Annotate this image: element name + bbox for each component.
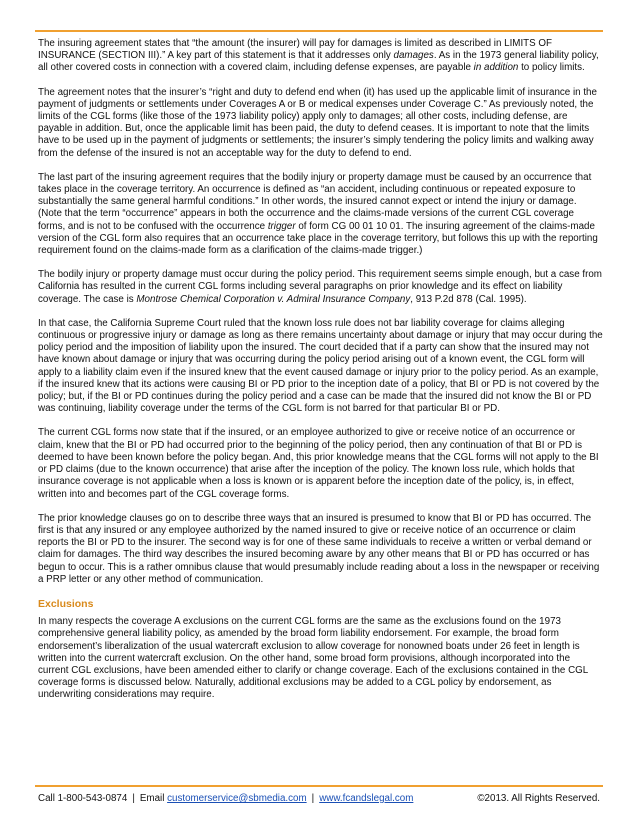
- section-heading-exclusions: Exclusions: [38, 597, 94, 610]
- paragraph-text: . As in the 1973 general liability policy, all other covered costs in connection with a covered claim, including defense expenses, are payable: [38, 50, 599, 74]
- paragraph-text: The insuring agreement states that “the amount (the insurer) will pay for damages is limited as described in LIMITS OF INSURANCE (SECTION III).” A key part of this statement is that it addresses only: [38, 38, 553, 62]
- paragraph-text: , 913 P.2d 878 (Cal. 1995).: [410, 293, 527, 305]
- footer-website-link[interactable]: www.fcandslegal.com: [319, 793, 414, 804]
- paragraph: [38, 513, 603, 586]
- paragraph: [38, 172, 603, 257]
- footer: [38, 793, 600, 804]
- footer-phone: Call 1-800-543-0874: [38, 793, 128, 804]
- paragraph: [38, 318, 603, 416]
- italic-text: trigger: [267, 220, 296, 232]
- paragraph: [38, 38, 603, 75]
- paragraph: [38, 269, 603, 306]
- footer-rule: [35, 785, 603, 787]
- paragraph: [38, 427, 603, 500]
- header-rule: [35, 30, 603, 32]
- footer-email-link[interactable]: customerservice@sbmedia.com: [167, 793, 307, 804]
- footer-separator: |: [132, 793, 135, 804]
- paragraph-text: The bodily injury or property damage must occur during the policy period. This requirement seems simple enough, but a case from California has resulted in the current CGL forms including several paragraphs on prior knowledge and its effect on liability coverage. The case is: [38, 269, 602, 305]
- italic-text: in addition: [473, 62, 519, 74]
- footer-separator: |: [311, 793, 315, 804]
- document-body: [38, 38, 603, 714]
- italic-text: damages: [393, 50, 434, 62]
- paragraph-text: The prior knowledge clauses go on to describe three ways that an insured is presumed to know that BI or PD has occurred. The first is that any insured or any employee authorized by the named insured to give or receive notice of an occurrence or claim reports the BI or PD to the insurer. The second way is for one of these same individuals to receive a written or verbal demand or claim for damages. The third way describes the insured becoming aware by any other means that BI or PD has occurred or has begun to occur. This is a rather omnibus clause that would presumably include reading about a loss in the newspaper or receiving a PRP letter or any other method of communication.: [38, 512, 600, 585]
- footer-contact: [38, 793, 413, 804]
- footer-email-label: Email: [139, 793, 168, 804]
- paragraph: [38, 87, 603, 160]
- paragraph: [38, 616, 603, 701]
- paragraph-text: The agreement notes that the insurer’s “right and duty to defend end when (it) has used up the applicable limit of insurance in the payment of judgments or settlements under Coverages A or B or medical expenses under Coverage C.” As previously noted, the limits of the CGL forms (like those of the 1973 liability policy) apply only to damages; all other costs, including defense, are payable in addition. But, once the applicable limit has been paid, the duty to defend ceases. It is important to note that the limits have to be used up in the payment of judgments or settlements; the insurer’s simply tendering the policy limits and walking away from the defense of the insured is not an acceptable way for the duty to defend to end.: [38, 86, 597, 159]
- paragraph-text: In that case, the California Supreme Court ruled that the known loss rule does not bar liability coverage for claims alleging continuous or progressive injury or damage as long as there remains uncertainty about damage or injury that may occur during the policy period and the imposition of liability upon the insured. The court decided that if a party can show that the insured may not have known about damage or injury that was occurring during the policy period arising out of a known event, the CGL form will apply to a liability claim even if the insured knew that the event caused damage or injury prior to the policy period. As an example, if the insured knew that its actions were causing BI or PD prior to the inception date of a policy, that BI or PD is not covered by the policy; but, if the BI or PD continues during the policy period and a case can be made that the insured did not know the BI or PD was continuing, liability coverage under the terms of the CGL form is not barred for that particular BI or PD.: [38, 317, 603, 415]
- italic-text: Montrose Chemical Corporation v. Admiral Insurance Company: [136, 293, 411, 305]
- paragraph-text: of form CG 00 01 10 01. The insuring agreement of the claims-made version of the CGL form also requires that an occurrence take place in the coverage territory, but follows this up with the reporting requirement found on the claims-made form as a clarification of the claims-made trigger.): [38, 220, 598, 257]
- paragraph-text: The last part of the insuring agreement requires that the bodily injury or property damage must be caused by an occurrence that takes place in the coverage territory. An occurrence is defined as “an accident, including continuous or repeated exposure to substantially the same general harmful conditions.” In other words, the insured cannot expect or intend the injury or damage. (Note that the term “occurrence” appears in both the occurrence and the claims-made versions of the current CGL coverage forms, and is not to be confused with the occurrence: [38, 171, 592, 232]
- paragraph-text: to policy limits.: [518, 62, 585, 74]
- paragraph-text: The current CGL forms now state that if the insured, or an employee authorized to give or receive notice of an occurrence or claim, knew that the BI or PD had occurred prior to the beginning of the policy period, then any continuation of that BI or PD is deemed to have been known before the policy began. And, this prior knowledge means that the CGL forms will not apply to the BI or PD claims (due to the known occurrence) that arise after the inception of the policy. The known loss rule, which holds that insurance coverage is not applicable when a loss is known or is apparent before the inception date of the policy, is, in effect, written into and becomes part of the CGL coverage forms.: [38, 427, 599, 500]
- footer-copyright: ©2013. All Rights Reserved.: [477, 793, 600, 804]
- paragraph-text: In many respects the coverage A exclusions on the current CGL forms are the same as the exclusions found on the 1973 comprehensive general liability policy, as amended by the broad form liability endorsement. For example, the broad form endorsement’s liberalization of the usual watercraft exclusion to allow coverage for nonowned boats under 26 feet in length is written into the current watercraft exclusion. On the other hand, some broad form provisions, although incorporated into the current CGL exclusions, have been amended either to clarify or change coverage. Each of the exclusions contained in the CGL coverage forms is discussed below. Naturally, additional exclusions may be added to a CGL policy by endorsement, as underwriting considerations may require.: [38, 616, 588, 701]
